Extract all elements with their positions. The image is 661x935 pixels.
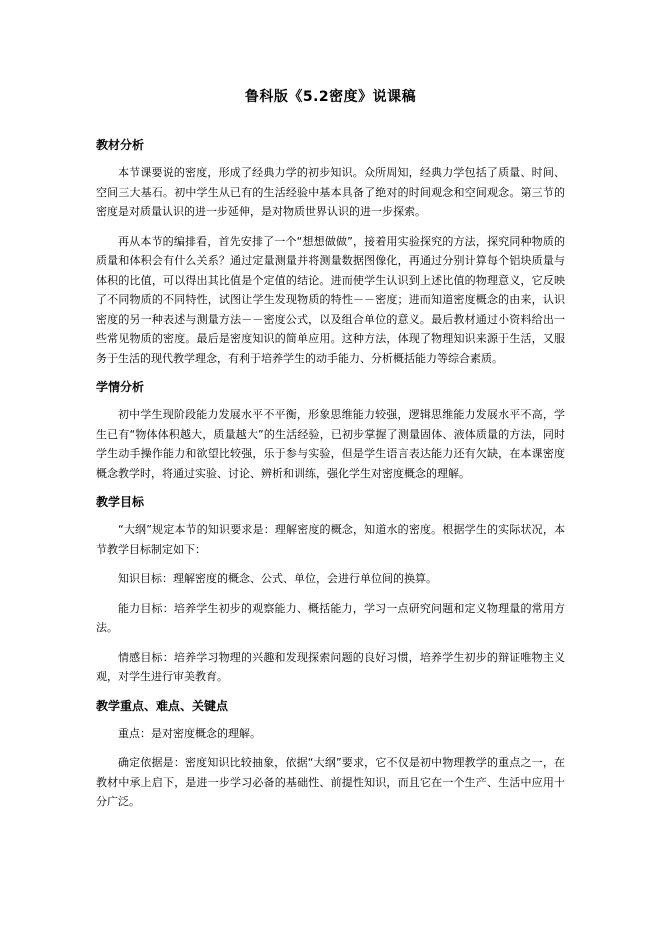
paragraph: 知识目标：理解密度的概念、公式、单位，会进行单位间的换算。 <box>118 572 437 585</box>
section-student-analysis <box>96 378 565 483</box>
paragraph: 本节课要说的密度，形成了经典力学的初步知识。众所周知，经典力学包括了质量、时间、空间三大基石。初中学生从已有的生活经验中基本具备了绝对的时间观念和空间观念。第三节的密度是对质量认识的进一步延伸，是对物质世界认识的进一步探索。 <box>96 166 565 218</box>
section-heading: 教学重点、难点、关键点 <box>96 698 229 713</box>
paragraph: 重点：是对密度概念的理解。 <box>118 726 261 740</box>
section-textbook-analysis <box>96 136 565 368</box>
paragraph: 确定依据是：密度知识比较抽象，依据“大纲”要求，它不仅是初中物理教学的重点之一，在教材中承上启下，是进一步学习必备的基础性、前提性知识，而且它在一个生产、生活中应用十分广泛。 <box>96 756 565 808</box>
paragraph: “大纲”规定本节的知识要求是：理解密度的概念，知道水的密度。根据学生的实际状况，本节教学目标制定如下： <box>96 523 565 556</box>
paragraph: 情感目标：培养学习物理的兴趣和发现探索问题的良好习惯，培养学生初步的辩证唯物主义观，对学生进行审美教育。 <box>96 650 565 683</box>
paragraph: 初中学生现阶段能力发展水平不平衡，形象思维能力较强，逻辑思维能力发展水平不高，学生已有“物体体积越大，质量越大”的生活经验，已初步掌握了测量固体、液体质量的方法，同时学生动手操作能力和欲望比较强，乐于参与实验，但是学生语言表达能力还有欠缺，在本课密度概念教学时，将通过实验、讨论、辨析和训练，强化学生对密度概念的理解。 <box>96 408 565 480</box>
paragraph: 能力目标：培养学生初步的观察能力、概括能力，学习一点研究问题和定义物理量的常用方法。 <box>96 601 565 634</box>
document-title: 鲁科版《5.2密度》说课稿 <box>244 89 417 105</box>
section-teaching-goals <box>96 493 565 687</box>
section-heading: 学情分析 <box>96 380 145 394</box>
section-heading: 教学目标 <box>96 495 145 509</box>
section-heading: 教材分析 <box>96 138 145 152</box>
paragraph: 再从本节的编排看，首先安排了一个“想想做做”，接着用实验探究的方法，探究同种物质的质量和体积会有什么关系？通过定量测量并将测量数据图像化，再通过分别计算每个铝块质量与体积的比值，可以得出其比值是个定值的结论。进而使学生认识到上述比值的物理意义，它反映了不同物质的不同特性，试图让学生发现物质的特性－－密度；进而知道密度概念的由来，认识密度的另一种表述与测量方法－－密度公式，以及组合单位的意义。最后教材通过小资料给出一些常见物质的密度。最后是密度知识的简单应用。这种方法，体现了物理知识来源于生活，又服务于生活的现代教学理念，有利于培养学生的动手能力、分析概括能力等综合素质。 <box>96 234 565 365</box>
section-key-points <box>96 697 565 812</box>
